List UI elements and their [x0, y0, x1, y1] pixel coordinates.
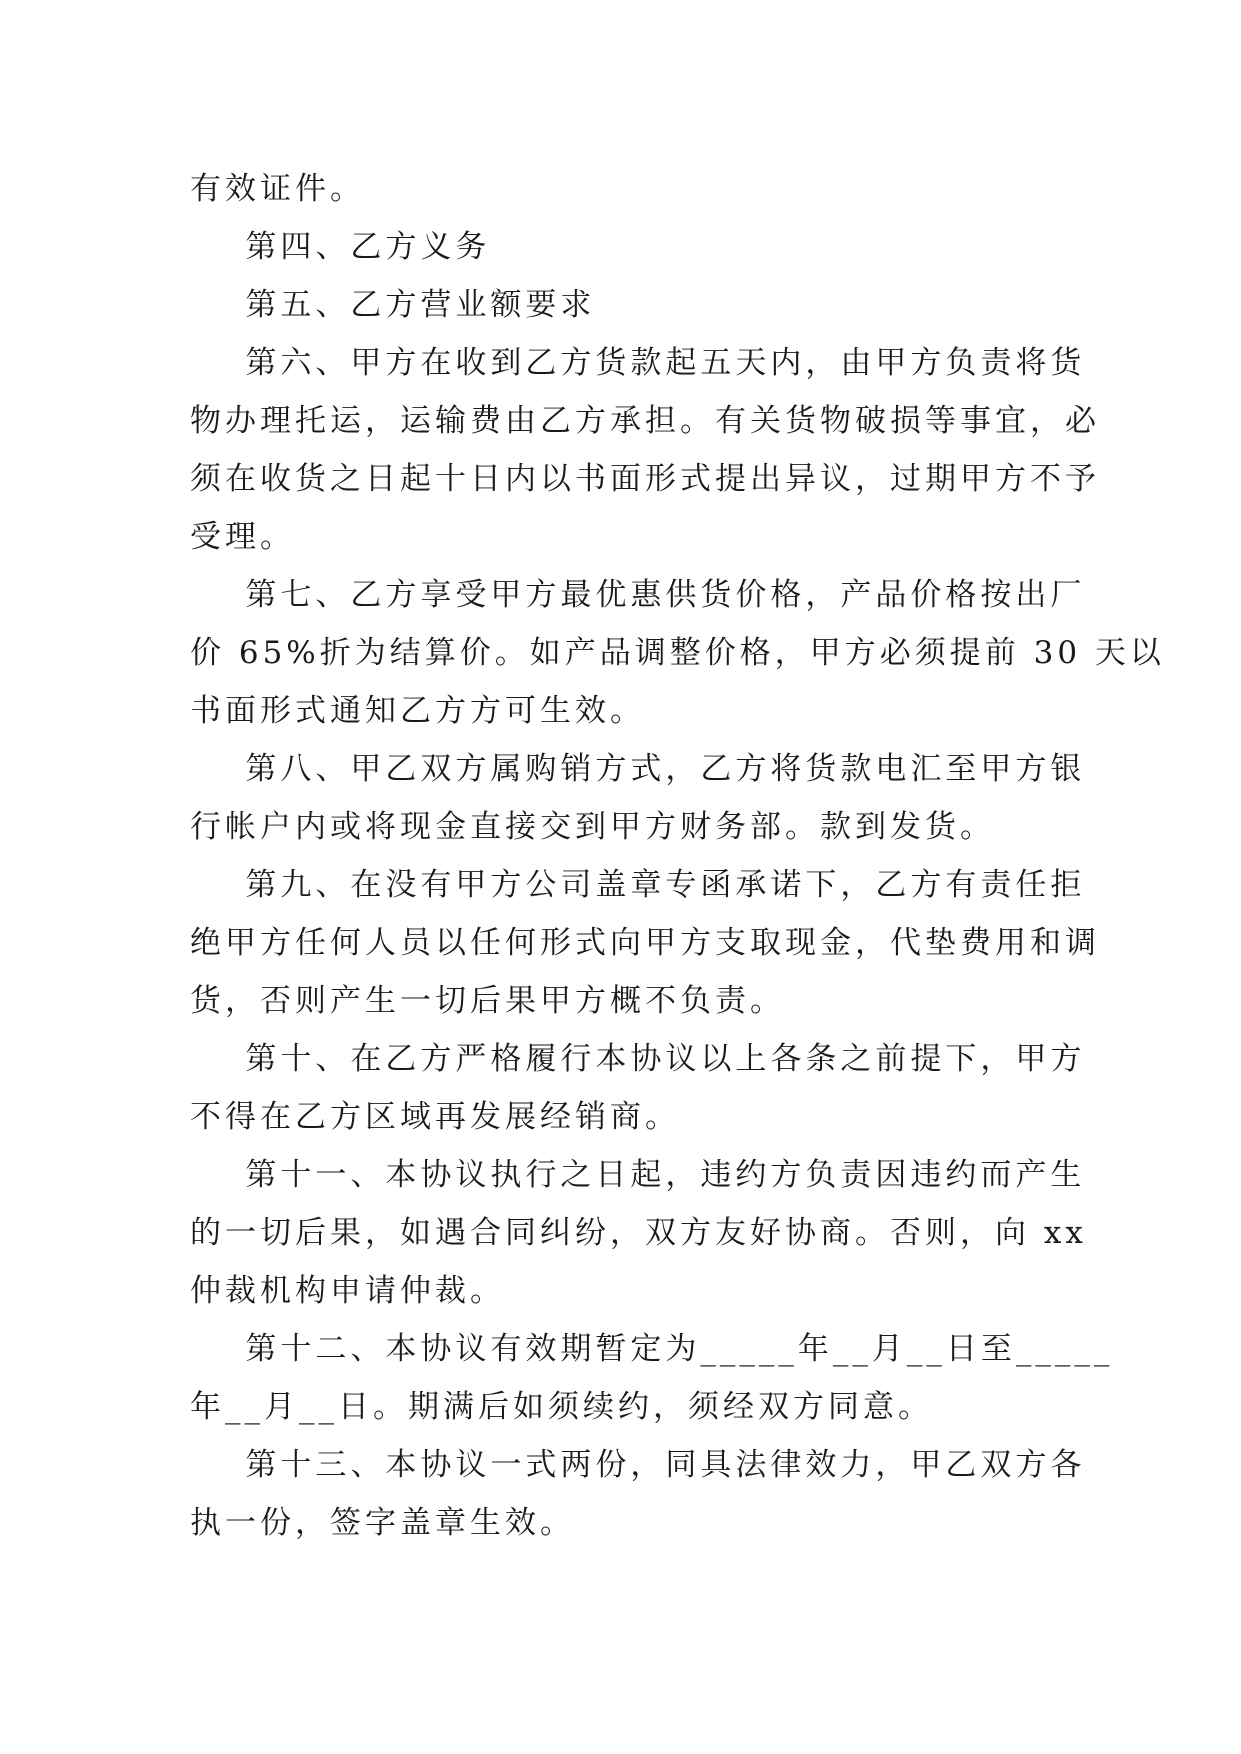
text-line: 的一切后果，如遇合同纠纷，双方友好协商。否则，向 xx	[190, 1215, 1087, 1251]
text-line: 受理。	[190, 519, 295, 555]
text-line: 有效证件。	[190, 171, 365, 207]
text-line: 第十二、本协议有效期暂定为_____年__月__日至_____	[190, 1331, 1114, 1367]
text-line: 第十一、本协议执行之日起，违约方负责因违约而产生	[190, 1157, 1086, 1193]
text-line: 执一份，签字盖章生效。	[190, 1505, 575, 1541]
text-line: 第四、乙方义务	[190, 229, 491, 265]
text-line: 不得在乙方区域再发展经销商。	[190, 1099, 680, 1135]
text-line: 第八、甲乙双方属购销方式，乙方将货款电汇至甲方银	[190, 751, 1086, 787]
text-line: 物办理托运，运输费由乙方承担。有关货物破损等事宜，必	[190, 403, 1100, 439]
text-line: 绝甲方任何人员以任何形式向甲方支取现金，代垫费用和调	[190, 925, 1100, 961]
text-line: 行帐户内或将现金直接交到甲方财务部。款到发货。	[190, 809, 995, 845]
text-line: 仲裁机构申请仲裁。	[190, 1273, 505, 1309]
text-line: 货，否则产生一切后果甲方概不负责。	[190, 983, 785, 1019]
text-line: 价 65%折为结算价。如产品调整价格，甲方必须提前 30 天以	[190, 635, 1165, 671]
text-line: 第十、在乙方严格履行本协议以上各条之前提下，甲方	[190, 1041, 1086, 1077]
text-line: 须在收货之日起十日内以书面形式提出异议，过期甲方不予	[190, 461, 1100, 497]
document-body	[190, 160, 1165, 1552]
text-line: 年__月__日。期满后如须续约，须经双方同意。	[190, 1389, 933, 1425]
text-line: 书面形式通知乙方方可生效。	[190, 693, 645, 729]
text-line: 第九、在没有甲方公司盖章专函承诺下，乙方有责任拒	[190, 867, 1086, 903]
text-line: 第六、甲方在收到乙方货款起五天内，由甲方负责将货	[190, 345, 1086, 381]
text-line: 第十三、本协议一式两份，同具法律效力，甲乙双方各	[190, 1447, 1086, 1483]
text-line: 第五、乙方营业额要求	[190, 287, 596, 323]
text-line: 第七、乙方享受甲方最优惠供货价格，产品价格按出厂	[190, 577, 1086, 613]
